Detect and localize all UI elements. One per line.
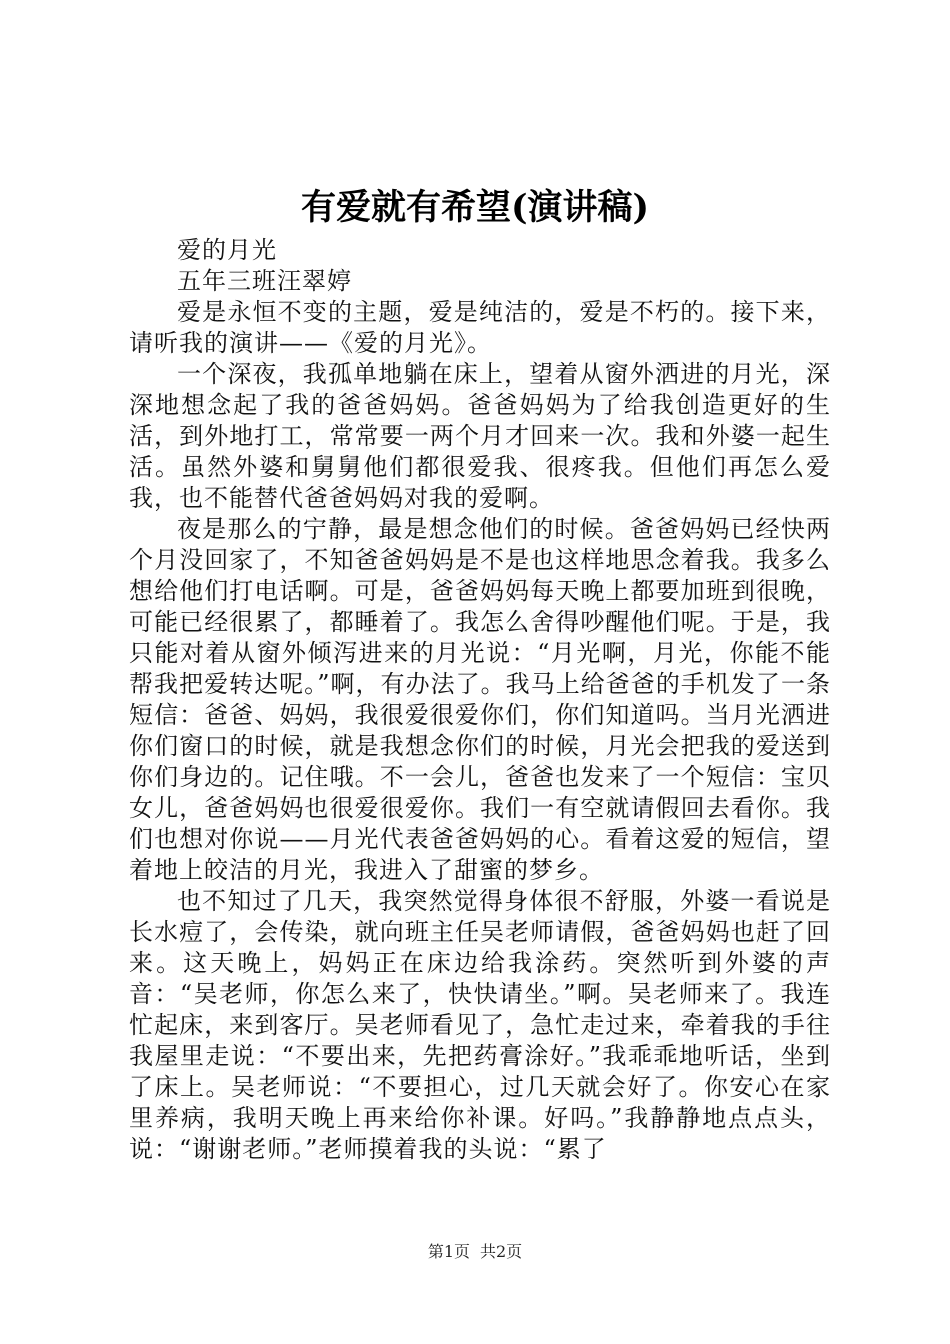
page-number: 第1页	[427, 1242, 470, 1261]
document-body	[129, 235, 831, 1165]
paragraph: 爱是永恒不变的主题，爱是纯洁的，爱是不朽的。接下来，请听我的演讲——《爱的月光》。	[129, 298, 831, 357]
paragraph: 也不知过了几天，我突然觉得身体很不舒服，外婆一看说是长水痘了，会传染，就向班主任吴老师请假，爸爸妈妈也赶了回来。这天晚上，妈妈正在床边给我涂药。突然听到外婆的声音：“吴老师，你怎么来了，快快请坐。”啊。吴老师来了。我连忙起床，来到客厅。吴老师看见了，急忙走过来，牵着我的手往我屋里走说：“不要出来，先把药膏涂好。”我乖乖地听话，坐到了床上。吴老师说：“不要担心，过几天就会好了。你安心在家里养病，我明天晚上再来给你补课。好吗。”我静静地点点头，说：“谢谢老师。”老师摸着我的头说：“累了	[129, 887, 831, 1163]
document-title: 有爱就有希望(演讲稿)	[300, 187, 650, 228]
page-total: 共2页	[480, 1242, 523, 1261]
paragraph: 夜是那么的宁静，最是想念他们的时候。爸爸妈妈已经快两个月没回家了，不知爸爸妈妈是不是也这样地思念着我。我多么想给他们打电话啊。可是，爸爸妈妈每天晚上都要加班到很晚，可能已经很累了，都睡着了。我怎么舍得吵醒他们呢。于是，我只能对着从窗外倾泻进来的月光说：“月光啊，月光，你能不能帮我把爱转达呢。”啊，有办法了。我马上给爸爸的手机发了一条短信：爸爸、妈妈，我很爱很爱你们，你们知道吗。当月光洒进你们窗口的时候，就是我想念你们的时候，月光会把我的爱送到你们身边的。记住哦。不一会儿，爸爸也发来了一个短信：宝贝女儿，爸爸妈妈也很爱很爱你。我们一有空就请假回去看你。我们也想对你说——月光代表爸爸妈妈的心。看着这爱的短信，望着地上皎洁的月光，我进入了甜蜜的梦乡。	[129, 515, 831, 884]
paragraph: 一个深夜，我孤单地躺在床上，望着从窗外洒进的月光，深深地想念起了我的爸爸妈妈。爸爸妈妈为了给我创造更好的生活，到外地打工，常常要一两个月才回来一次。我和外婆一起生活。虽然外婆和舅舅他们都很爱我、很疼我。但他们再怎么爱我，也不能替代爸爸妈妈对我的爱啊。	[129, 360, 831, 512]
page-footer	[0, 1240, 950, 1264]
paragraph-subtitle: 爱的月光	[177, 236, 277, 264]
paragraph-author: 五年三班汪翠婷	[177, 267, 352, 295]
